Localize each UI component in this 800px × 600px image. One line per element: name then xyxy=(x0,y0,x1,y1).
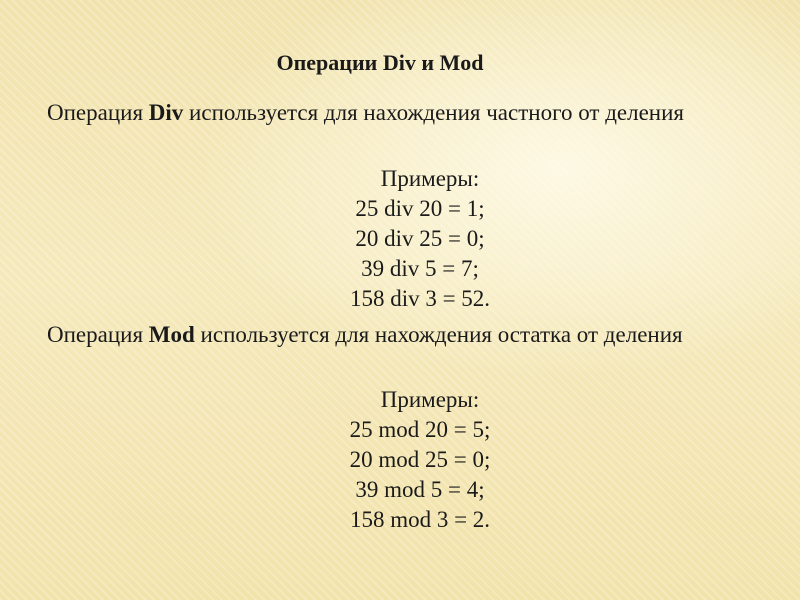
mod-keyword: Mod xyxy=(148,322,195,347)
div-description-prefix: Операция xyxy=(47,100,149,125)
mod-description-prefix: Операция xyxy=(47,322,149,347)
div-description-suffix: используется для нахождения частного от деления xyxy=(183,100,684,125)
mod-example-3: 39 mod 5 = 4; xyxy=(355,477,485,502)
div-example-4: 158 div 3 = 52. xyxy=(349,286,491,311)
mod-description xyxy=(47,319,747,350)
div-examples xyxy=(0,164,800,314)
mod-description-suffix: используется для нахождения остатка от деления xyxy=(194,322,683,347)
div-description xyxy=(47,97,747,128)
mod-example-1: 25 mod 20 = 5; xyxy=(349,417,491,442)
div-example-3: 39 div 5 = 7; xyxy=(361,256,479,281)
div-example-1: 25 div 20 = 1; xyxy=(355,196,485,221)
mod-example-2: 20 mod 25 = 0; xyxy=(349,447,491,472)
div-keyword: Div xyxy=(148,100,184,125)
slide-title: Операции Div и Mod xyxy=(276,50,484,75)
mod-examples xyxy=(0,385,800,535)
div-examples-heading: Примеры: xyxy=(380,166,480,191)
mod-example-4: 158 mod 3 = 2. xyxy=(349,507,491,532)
div-example-2: 20 div 25 = 0; xyxy=(355,226,485,251)
mod-examples-heading: Примеры: xyxy=(380,387,480,412)
